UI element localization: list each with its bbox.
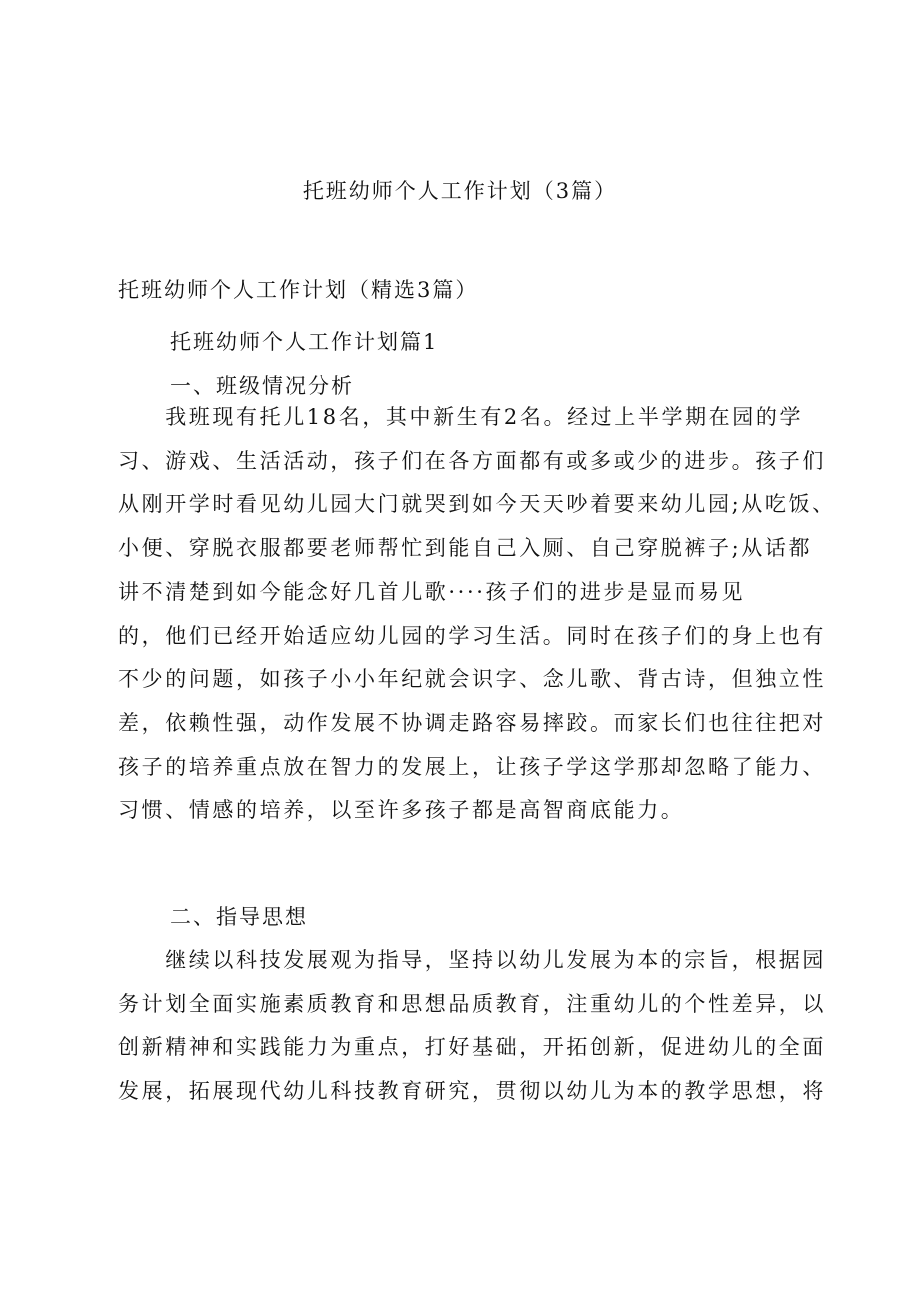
document-title: 托班幼师个人工作计划（3篇）: [302, 179, 618, 203]
paragraph-line: 习、游戏、生活活动，孩子们在各方面都有或多或少的进步。孩子们: [118, 448, 826, 473]
paragraph-line: 孩子的培养重点放在智力的发展上，让孩子学这学那却忽略了能力、: [118, 754, 826, 779]
section-heading-class-analysis: 一、班级情况分析: [170, 374, 354, 398]
paragraph-line: 的，他们已经开始适应幼儿园的学习生活。同时在孩子们的身上也有: [118, 623, 826, 648]
paragraph-line: 小便、穿脱衣服都要老师帮忙到能自己入厕、自己穿脱裤子;从话都: [118, 536, 813, 561]
paragraph-line: 不少的问题，如孩子小小年纪就会识字、念儿歌、背古诗，但独立性: [118, 667, 826, 692]
paragraph-line: 差，依赖性强，动作发展不协调走路容易摔跤。而家长们也往往把对: [118, 710, 826, 735]
paragraph-line: 创新精神和实践能力为重点，打好基础，开拓创新，促进幼儿的全面: [118, 1035, 826, 1060]
paragraph-line: 继续以科技发展观为指导，坚持以幼儿发展为本的宗旨，根据园: [118, 948, 826, 972]
paragraph-guiding-ideology: [118, 939, 826, 1114]
article-heading: 托班幼师个人工作计划篇1: [170, 330, 439, 354]
document-subtitle: 托班幼师个人工作计划（精选3篇）: [118, 278, 479, 302]
paragraph-line: 发展，拓展现代幼儿科技教育研究，贯彻以幼儿为本的教学思想，将: [118, 1079, 826, 1104]
paragraph-class-analysis: [118, 396, 836, 833]
section-heading-guiding-ideology: 二、指导思想: [170, 905, 308, 929]
paragraph-line: 习惯、情感的培养，以至许多孩子都是高智商底能力。: [118, 798, 685, 823]
paragraph-line: 讲不清楚到如今能念好几首儿歌····孩子们的进步是显而易见: [118, 579, 746, 604]
paragraph-line: 从刚开学时看见幼儿园大门就哭到如今天天吵着要来幼儿园;从吃饭、: [118, 492, 836, 517]
paragraph-line: 务计划全面实施素质教育和思想品质教育，注重幼儿的个性差异，以: [118, 991, 826, 1016]
paragraph-line: 我班现有托儿18名，其中新生有2名。经过上半学期在园的学: [118, 405, 804, 429]
